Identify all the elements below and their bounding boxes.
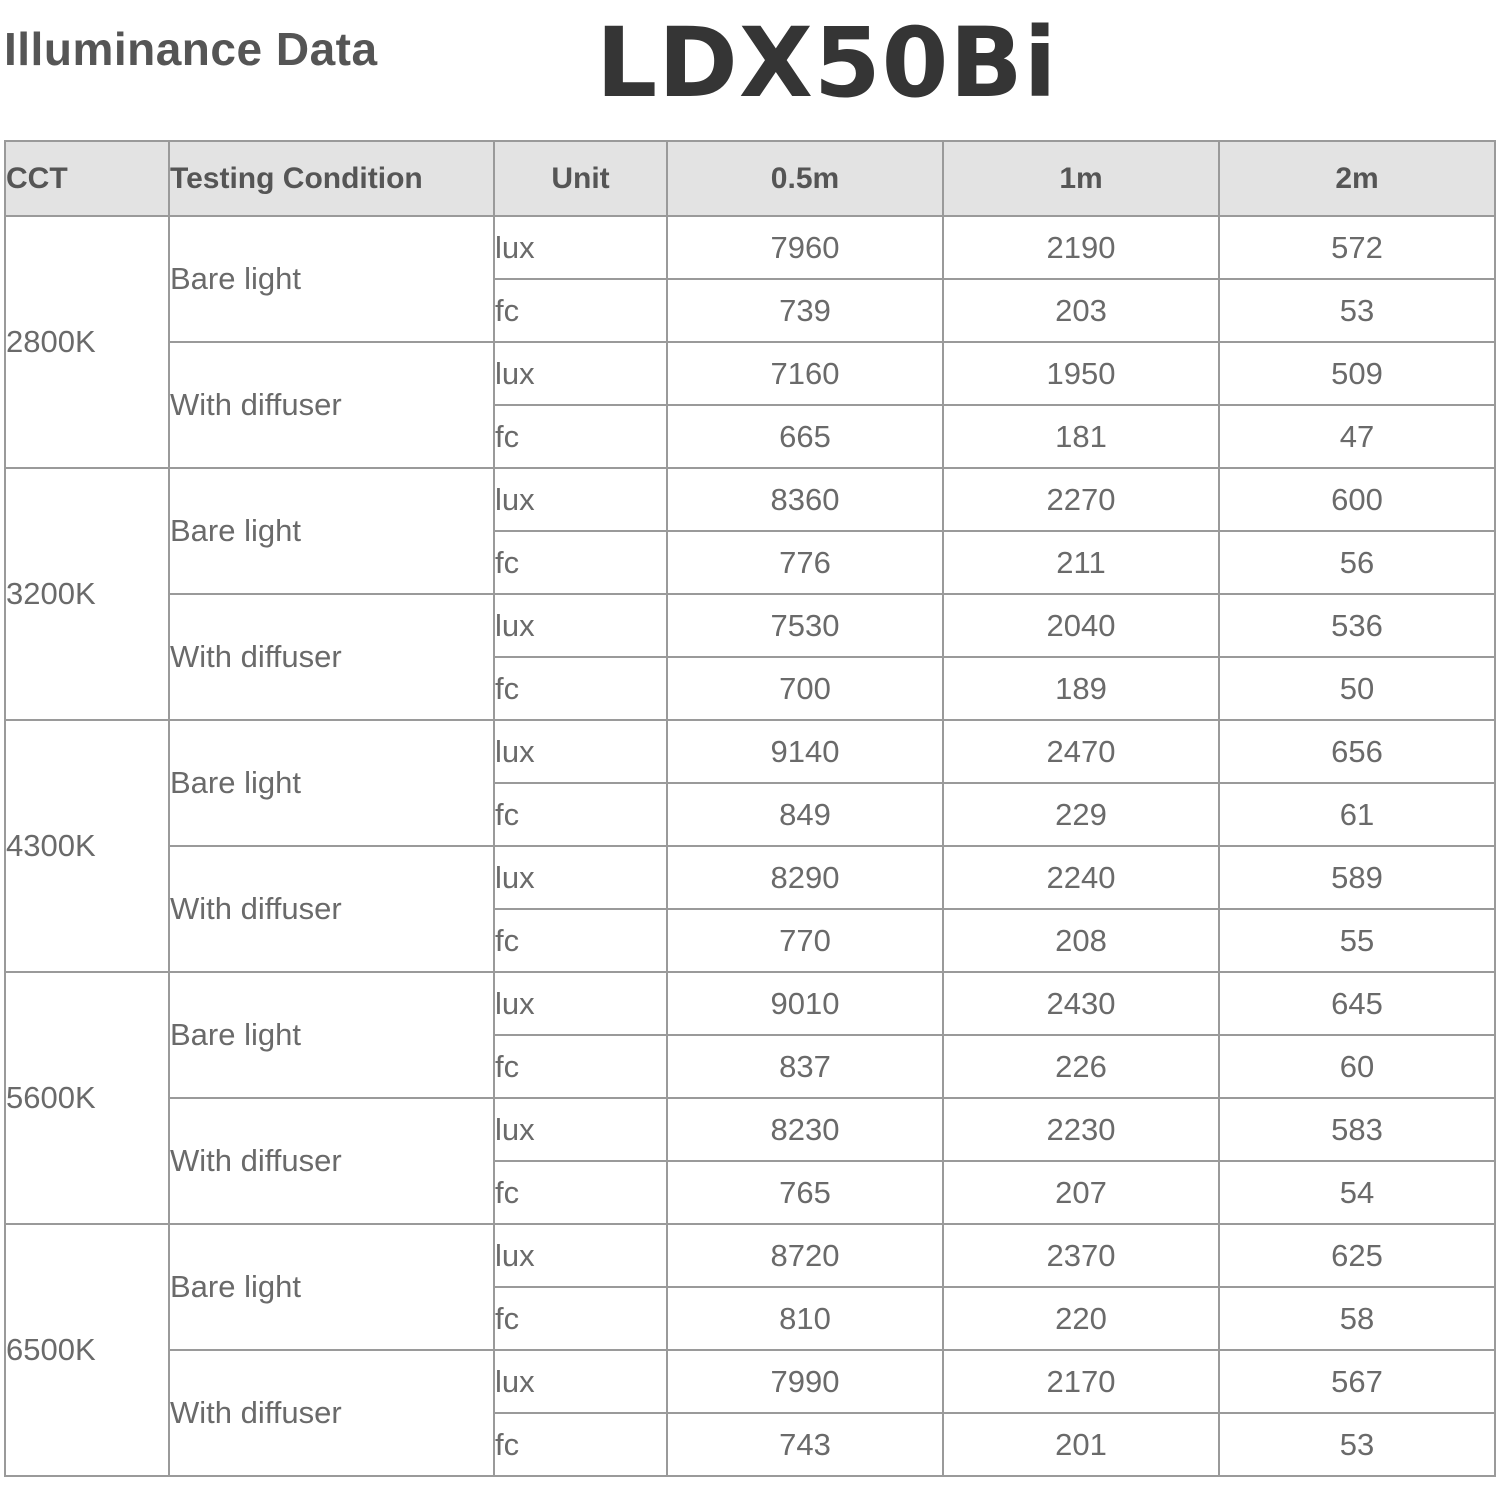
- table-row: [5, 342, 1495, 405]
- value-2m-cell: 572: [1219, 216, 1495, 279]
- value-1m-cell: 2270: [943, 468, 1219, 531]
- value-0-5m-cell: 810: [667, 1287, 943, 1350]
- value-0-5m-cell: 9010: [667, 972, 943, 1035]
- testing-condition-cell: With diffuser: [169, 846, 494, 972]
- value-2m-cell: 625: [1219, 1224, 1495, 1287]
- value-2m-cell: 583: [1219, 1098, 1495, 1161]
- value-0-5m-cell: 8720: [667, 1224, 943, 1287]
- testing-condition-cell: Bare light: [169, 468, 494, 594]
- value-2m-cell: 47: [1219, 405, 1495, 468]
- table-row: [5, 972, 1495, 1035]
- table-row: [5, 594, 1495, 657]
- value-1m-cell: 189: [943, 657, 1219, 720]
- value-0-5m-cell: 665: [667, 405, 943, 468]
- testing-condition-cell: With diffuser: [169, 1350, 494, 1476]
- value-1m-cell: 2230: [943, 1098, 1219, 1161]
- table-row: [5, 1098, 1495, 1161]
- table-row: [5, 846, 1495, 909]
- value-2m-cell: 656: [1219, 720, 1495, 783]
- unit-cell: lux: [494, 846, 667, 909]
- header-unit: Unit: [494, 141, 667, 216]
- unit-cell: lux: [494, 1098, 667, 1161]
- unit-cell: fc: [494, 1287, 667, 1350]
- unit-cell: lux: [494, 1224, 667, 1287]
- testing-condition-cell: Bare light: [169, 972, 494, 1098]
- unit-cell: lux: [494, 720, 667, 783]
- cct-cell: 4300K: [5, 720, 169, 972]
- value-2m-cell: 60: [1219, 1035, 1495, 1098]
- value-1m-cell: 181: [943, 405, 1219, 468]
- value-1m-cell: 203: [943, 279, 1219, 342]
- value-2m-cell: 567: [1219, 1350, 1495, 1413]
- header-distance-2m: 2m: [1219, 141, 1495, 216]
- header-distance-1m: 1m: [943, 141, 1219, 216]
- header-distance-0-5m: 0.5m: [667, 141, 943, 216]
- value-1m-cell: 2370: [943, 1224, 1219, 1287]
- value-0-5m-cell: 7530: [667, 594, 943, 657]
- value-2m-cell: 589: [1219, 846, 1495, 909]
- unit-cell: fc: [494, 405, 667, 468]
- value-1m-cell: 1950: [943, 342, 1219, 405]
- value-0-5m-cell: 8230: [667, 1098, 943, 1161]
- illuminance-table: [4, 140, 1496, 1477]
- testing-condition-cell: With diffuser: [169, 1098, 494, 1224]
- table-row: [5, 468, 1495, 531]
- value-2m-cell: 55: [1219, 909, 1495, 972]
- value-2m-cell: 50: [1219, 657, 1495, 720]
- value-1m-cell: 2430: [943, 972, 1219, 1035]
- value-1m-cell: 2170: [943, 1350, 1219, 1413]
- unit-cell: fc: [494, 909, 667, 972]
- testing-condition-cell: With diffuser: [169, 594, 494, 720]
- unit-cell: fc: [494, 1161, 667, 1224]
- testing-condition-cell: Bare light: [169, 216, 494, 342]
- unit-cell: fc: [494, 783, 667, 846]
- table-body: [5, 216, 1495, 1476]
- value-1m-cell: 2190: [943, 216, 1219, 279]
- value-1m-cell: 2470: [943, 720, 1219, 783]
- value-1m-cell: 226: [943, 1035, 1219, 1098]
- value-1m-cell: 2240: [943, 846, 1219, 909]
- table-header-row: [5, 141, 1495, 216]
- header-testing-condition: Testing Condition: [169, 141, 494, 216]
- testing-condition-cell: Bare light: [169, 1224, 494, 1350]
- table-row: [5, 1224, 1495, 1287]
- value-2m-cell: 536: [1219, 594, 1495, 657]
- value-2m-cell: 56: [1219, 531, 1495, 594]
- value-1m-cell: 2040: [943, 594, 1219, 657]
- value-0-5m-cell: 776: [667, 531, 943, 594]
- value-1m-cell: 208: [943, 909, 1219, 972]
- value-0-5m-cell: 743: [667, 1413, 943, 1476]
- section-title: Illuminance Data: [4, 23, 378, 75]
- table-row: [5, 1350, 1495, 1413]
- value-0-5m-cell: 7990: [667, 1350, 943, 1413]
- value-2m-cell: 61: [1219, 783, 1495, 846]
- testing-condition-cell: With diffuser: [169, 342, 494, 468]
- unit-cell: lux: [494, 468, 667, 531]
- value-2m-cell: 54: [1219, 1161, 1495, 1224]
- value-0-5m-cell: 700: [667, 657, 943, 720]
- unit-cell: lux: [494, 1350, 667, 1413]
- value-1m-cell: 207: [943, 1161, 1219, 1224]
- unit-cell: fc: [494, 657, 667, 720]
- unit-cell: lux: [494, 594, 667, 657]
- header-cct: CCT: [5, 141, 169, 216]
- unit-cell: lux: [494, 216, 667, 279]
- unit-cell: fc: [494, 1413, 667, 1476]
- product-title: LDX50Bi: [596, 7, 1058, 119]
- value-2m-cell: 600: [1219, 468, 1495, 531]
- value-2m-cell: 53: [1219, 279, 1495, 342]
- value-0-5m-cell: 7960: [667, 216, 943, 279]
- value-0-5m-cell: 849: [667, 783, 943, 846]
- unit-cell: lux: [494, 342, 667, 405]
- cct-cell: 5600K: [5, 972, 169, 1224]
- unit-cell: fc: [494, 279, 667, 342]
- value-1m-cell: 201: [943, 1413, 1219, 1476]
- value-0-5m-cell: 7160: [667, 342, 943, 405]
- value-0-5m-cell: 8360: [667, 468, 943, 531]
- value-2m-cell: 58: [1219, 1287, 1495, 1350]
- cct-cell: 3200K: [5, 468, 169, 720]
- value-0-5m-cell: 837: [667, 1035, 943, 1098]
- table-row: [5, 720, 1495, 783]
- value-0-5m-cell: 9140: [667, 720, 943, 783]
- value-1m-cell: 220: [943, 1287, 1219, 1350]
- value-2m-cell: 509: [1219, 342, 1495, 405]
- cct-cell: 2800K: [5, 216, 169, 468]
- value-1m-cell: 229: [943, 783, 1219, 846]
- value-0-5m-cell: 739: [667, 279, 943, 342]
- value-2m-cell: 645: [1219, 972, 1495, 1035]
- unit-cell: fc: [494, 531, 667, 594]
- value-0-5m-cell: 8290: [667, 846, 943, 909]
- value-2m-cell: 53: [1219, 1413, 1495, 1476]
- unit-cell: fc: [494, 1035, 667, 1098]
- value-0-5m-cell: 770: [667, 909, 943, 972]
- cct-cell: 6500K: [5, 1224, 169, 1476]
- testing-condition-cell: Bare light: [169, 720, 494, 846]
- table-row: [5, 216, 1495, 279]
- unit-cell: lux: [494, 972, 667, 1035]
- value-0-5m-cell: 765: [667, 1161, 943, 1224]
- value-1m-cell: 211: [943, 531, 1219, 594]
